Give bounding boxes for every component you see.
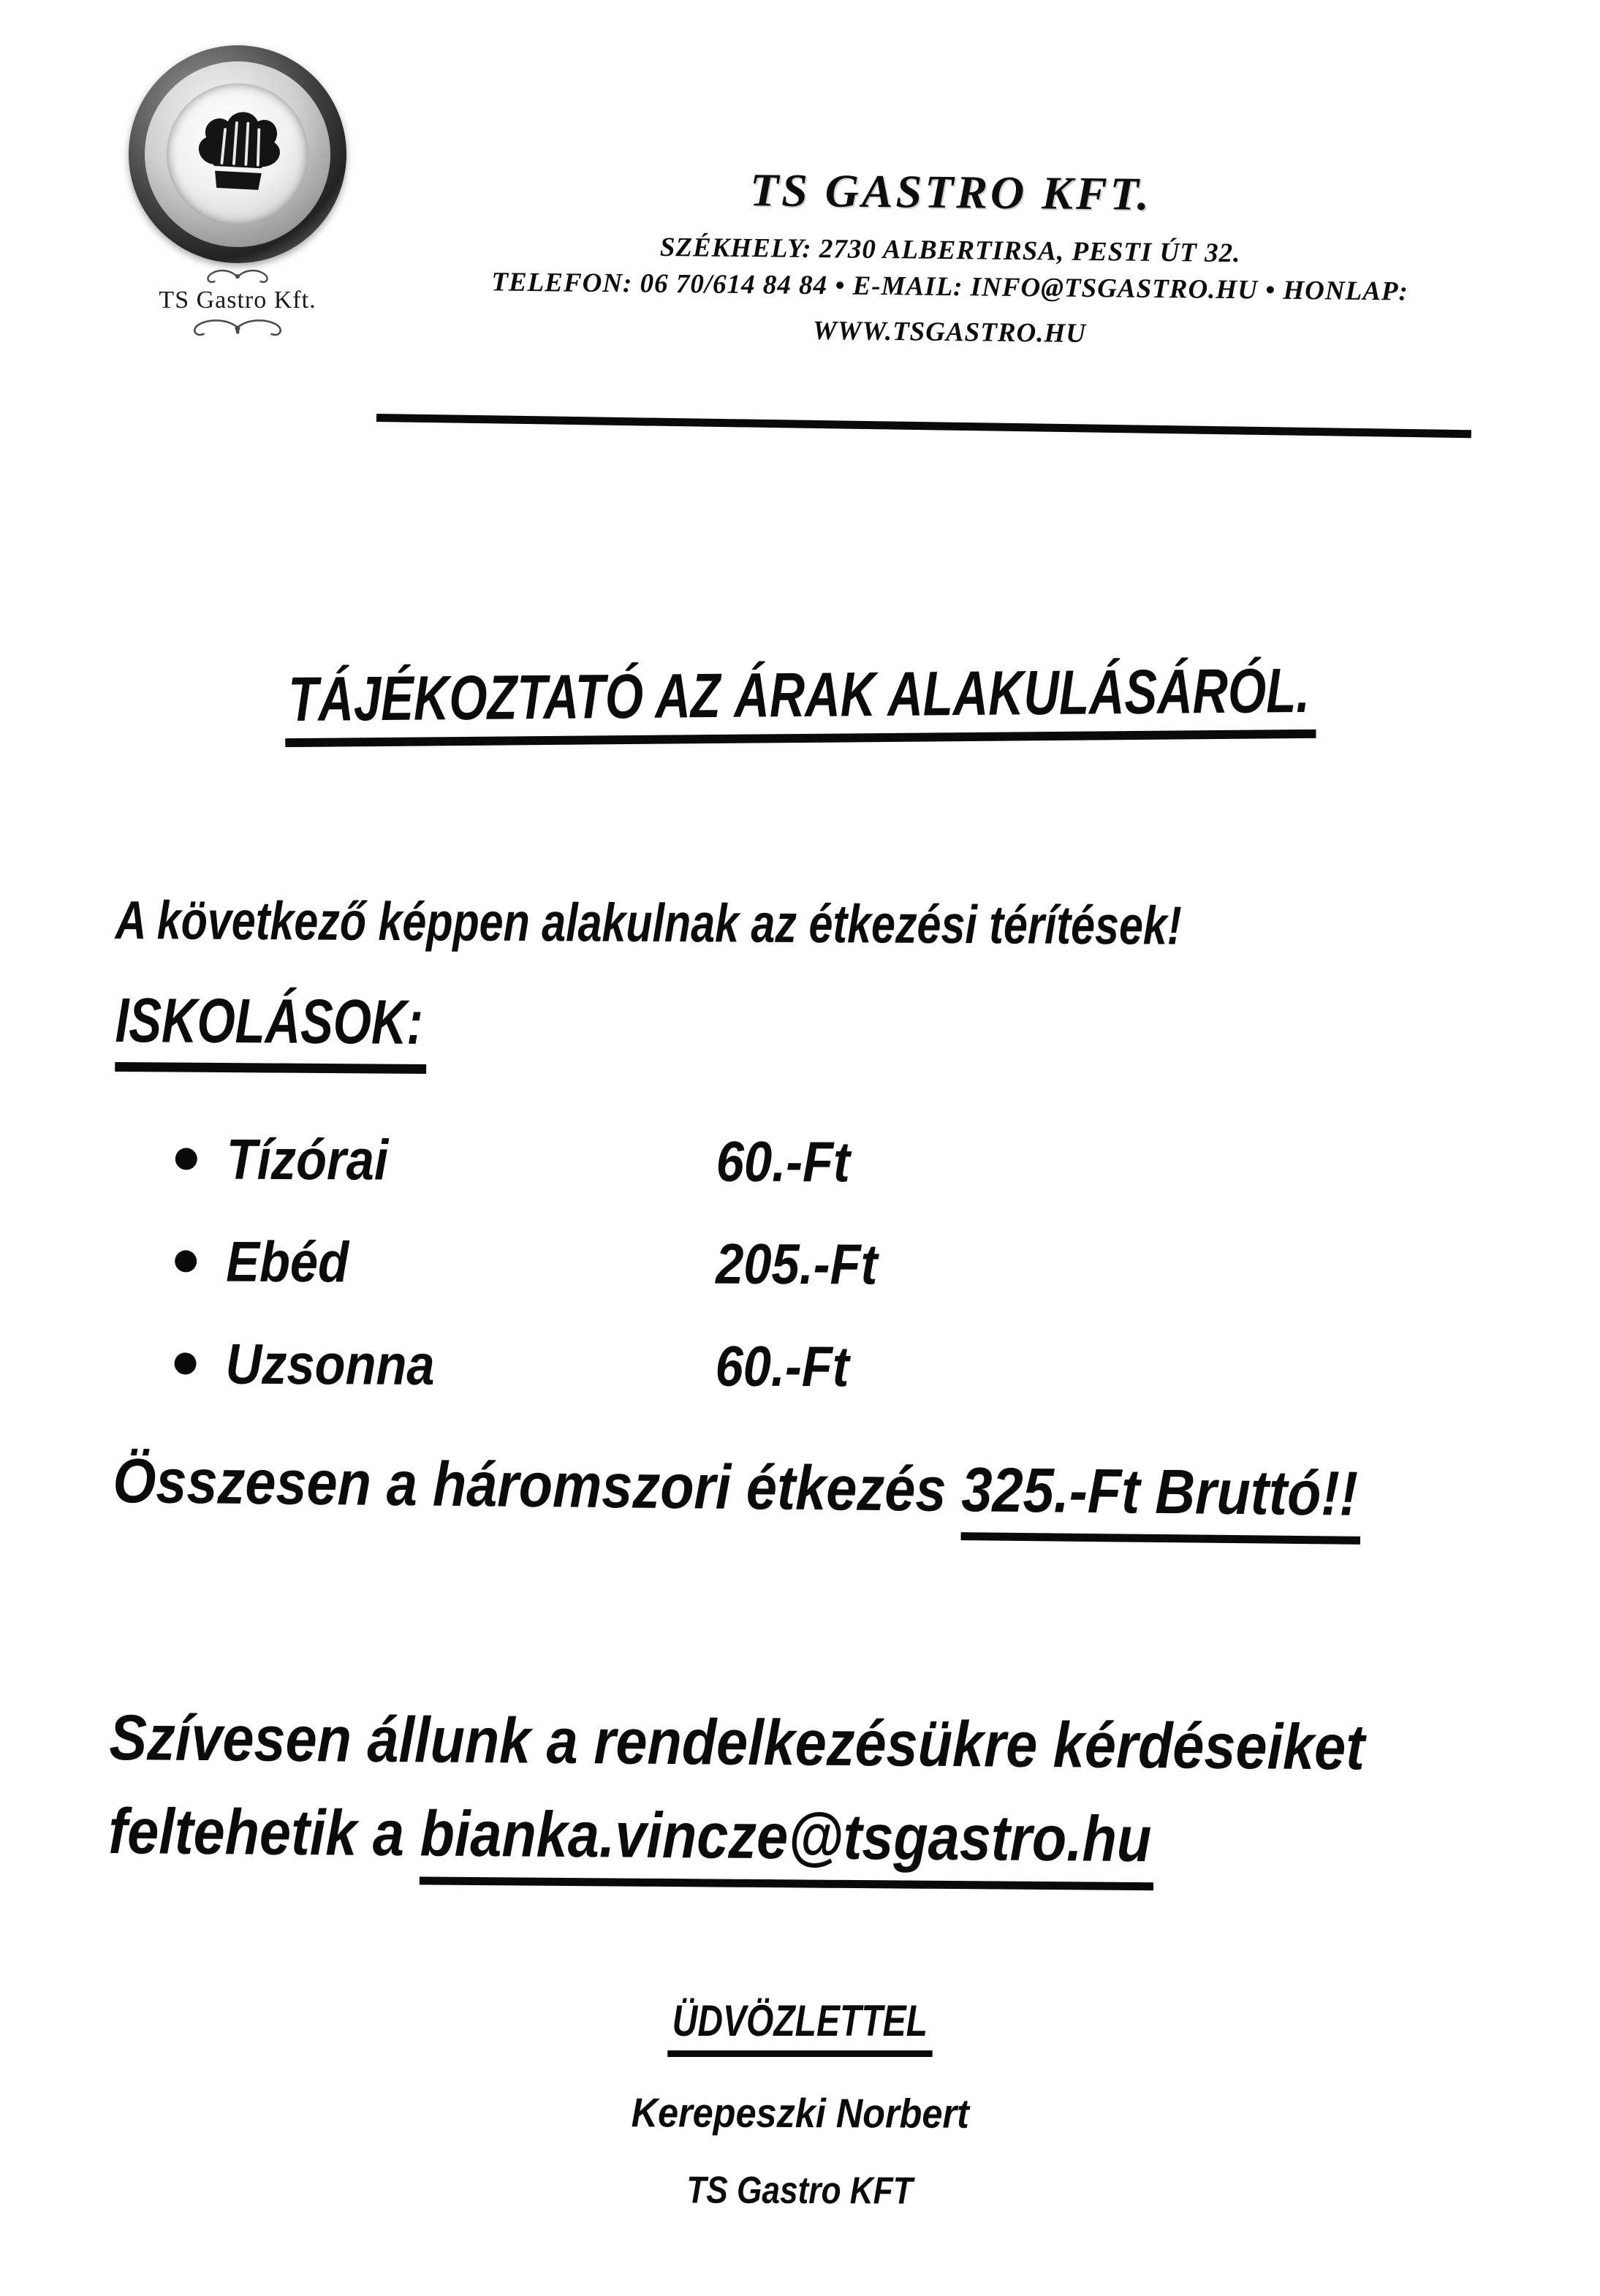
document-title: TÁJÉKOZTATÓ AZ ÁRAK ALAKULÁSÁRÓL. xyxy=(0,656,1600,749)
bullet-icon xyxy=(175,1148,197,1170)
flourish-bottom-icon xyxy=(180,317,295,341)
company-name: TS GASTRO KFT. xyxy=(749,164,1153,220)
total-line xyxy=(113,1446,1531,1529)
intro-line: A következő képpen alakulnak az étkezési térítések! xyxy=(115,890,1182,956)
item-price: 60.-Ft xyxy=(715,1333,849,1398)
total-prefix: Összesen a háromszori étkezés xyxy=(113,1446,962,1526)
contact-email: bianka.vincze@tsgastro.hu xyxy=(420,1797,1154,1890)
logo-plate-center xyxy=(167,83,308,225)
item-price: 60.-Ft xyxy=(716,1129,851,1194)
header-divider xyxy=(376,414,1471,438)
contact-line-1: Szívesen állunk a rendelkezésükre kérdéseiket xyxy=(109,1700,1365,1784)
contact-line-2-prefix: feltehetik a xyxy=(108,1794,420,1869)
price-row xyxy=(113,1126,901,1195)
total-highlight: 325.-Ft Bruttó!! xyxy=(961,1455,1361,1545)
website-line: WWW.TSGASTRO.HU xyxy=(812,316,1087,349)
item-label: Ebéd xyxy=(226,1229,349,1294)
closing-word: ÜDVÖZLETTEL xyxy=(0,1999,1600,2057)
price-row xyxy=(112,1330,899,1400)
logo-caption: TS Gastro Kft. xyxy=(159,287,316,314)
logo-plate xyxy=(129,45,346,263)
flourish-top-icon xyxy=(194,268,281,287)
section-heading: ISKOLÁSOK: xyxy=(115,989,515,1075)
item-price: 205.-Ft xyxy=(715,1231,878,1297)
company-logo xyxy=(124,45,351,342)
bullet-icon xyxy=(175,1250,197,1272)
contact-paragraph xyxy=(108,1691,1536,1889)
item-label: Tízórai xyxy=(226,1126,389,1192)
chef-hat-icon xyxy=(185,103,291,205)
signer-company: TS Gastro KFT xyxy=(686,2169,914,2213)
contact-line: TELEFON: 06 70/614 84 84 • E-MAIL: INFO@TSGASTRO.HU • HONLAP: xyxy=(491,267,1409,307)
signer-name: Kerepeszki Norbert xyxy=(631,2089,969,2137)
item-label: Uzsonna xyxy=(225,1331,435,1397)
price-list xyxy=(112,1126,900,1436)
bullet-icon xyxy=(175,1352,197,1374)
address-line: SZÉKHELY: 2730 ALBERTIRSA, PESTI ÚT 32. xyxy=(659,232,1241,269)
contact-line-2 xyxy=(108,1784,1536,1889)
letterhead-text xyxy=(379,161,1522,355)
price-row xyxy=(113,1228,900,1297)
